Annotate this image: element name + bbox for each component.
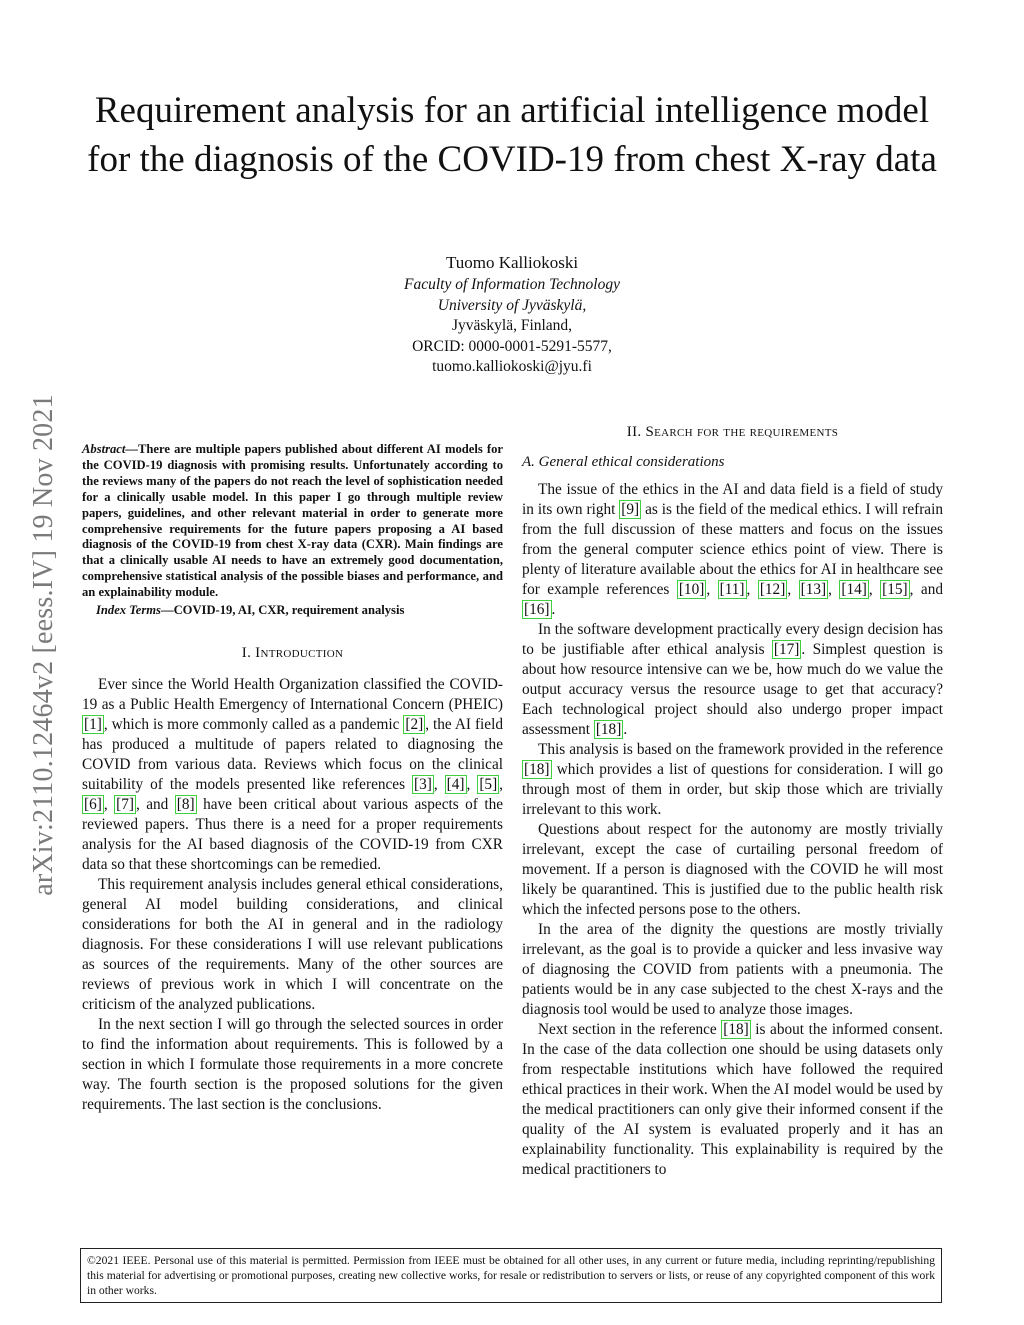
ethics-paragraph-5: In the area of the dignity the questions are mostly trivially irrelevant, as the goal is to provide a quicker and less invasive way of diagnosing the COVID from patients with a pneumonia. The patients would be in any case subjected to the chest X-rays and the diagnosis tool would be used to analyze those images. [522, 921, 943, 1018]
left-column [82, 442, 503, 1115]
citation-link[interactable]: [7] [116, 795, 134, 813]
citation-link[interactable]: [4] [446, 775, 465, 793]
citation-link[interactable]: [13] [800, 581, 827, 598]
ethics-paragraph-6: Next section in the reference [18] is about the informed consent. In the case of the data collection one should be using datasets only from respectable institutions which have followed the required ethical practices in their work. When the AI model would be used by the medical practitioners can only give their informed consent if the quality of the AI system is evaluated properly and it has an explainability functionality. This explainability is required by the medical practitioners to [522, 1021, 943, 1178]
citation-link[interactable]: [3] [414, 775, 432, 793]
citation-link[interactable]: [14] [841, 581, 867, 598]
index-terms-label: Index Terms [96, 603, 161, 618]
citation-link[interactable]: [8] [176, 795, 195, 813]
citation-link[interactable]: [2] [405, 715, 424, 733]
paper-title: Requirement analysis for an artificial intelligence model for the diagnosis of the COVID-19 from chest X-ray data [87, 90, 937, 180]
abstract [82, 442, 503, 601]
intro-paragraph-1: Ever since the World Health Organization classified the COVID-19 as a Public Health Emergency of International Concern (PHEIC) [1] , which is more commonly called as a pandemic [2] , the AI field has produced a multitude of papers related to diagnosing the COVID from various data. Reviews which focus on the clinical suitability of the models presented like references [3] , [4] , [5] , [6] , [7] , and [8] have been critical about various aspects of the reviewed papers. Thus there is a need for a proper requirements analysis for the AI based diagnosis of the COVID-19 from CXR data so that these shortcomings can be remedied. [82, 675, 504, 873]
ethics-paragraph-1: The issue of the ethics in the AI and data field is a field of study in its own right [9] as is the field of the medical ethics. I will refrain from the full discussion of these matters and focus on the issues from the general computer science ethics point of view. There is plenty of literature available about the ethics for AI in healthcare see for example references [10] , [11] , [12] , [13] , [14] , [15] , and [16] . [522, 481, 944, 618]
citation-link[interactable]: [18] [723, 1021, 749, 1038]
abstract-label: Abstract— [82, 442, 138, 456]
citation-link[interactable]: [12] [759, 581, 786, 598]
section-heading-introduction: I. Introduction [241, 644, 344, 661]
copyright-notice: ©2021 IEEE. Personal use of this material is permitted. Permission from IEEE must be obtained for all other uses, in any current or future media, including reprinting/republishing this material for advertising or promotional purposes, creating new collective works, for resale or redistribution to servers or lists, or reuse of any copyrighted component of this work in other works. [80, 1248, 942, 1303]
intro-paragraph-3: In the next section I will go through the selected sources in order to find the information about requirements. This is followed by a section in which I formulate those requirements in a more concrete way. The fourth section is the proposed solutions for the given requirements. The last section is the conclusions. [82, 1015, 503, 1113]
ethics-paragraph-3: This analysis is based on the framework provided in the reference [18] which provides a list of questions for consideration. I will go through most of them in order, but skip those which are trivially irrelevant to this work. [522, 741, 943, 818]
author-email[interactable]: tuomo.kalliokoski@jyu.fi [432, 358, 592, 375]
citation-link[interactable]: [5] [479, 775, 498, 793]
citation-link[interactable]: [11] [719, 581, 745, 598]
section-heading-search: II. Search for the requirements [626, 424, 839, 440]
index-terms [82, 603, 503, 619]
subsection-heading-ethics: A. General ethical considerations [522, 454, 725, 470]
arxiv-identifier: arXiv:2110.12464v2 [eess.IV] 19 Nov 2021 [28, 394, 59, 896]
citation-link[interactable]: [6] [84, 795, 102, 813]
right-column [522, 422, 943, 1180]
author-location: Jyväskylä, Finland, [451, 317, 573, 334]
author-faculty: Faculty of Information Technology [404, 276, 620, 293]
author-orcid: ORCID: 0000-0001-5291-5577, [412, 337, 612, 355]
ethics-paragraph-2: In the software development practically every design decision has to be justifiable after ethical analysis [17] . Simplest question is about how resource intensive can we be, how much do we value the output accuracy versus the resource usage to get that accuracy? Each technological project should also undergo proper impact assessment [18] . [522, 621, 943, 738]
intro-paragraph-2: This requirement analysis includes general ethical considerations, general AI model building considerations, and clinical considerations for both the AI in general and in the radiology diagnosis. For these considerations I will use relevant publications as sources of the requirements. Many of the other sources are reviews of previous work in which I will concentrate on the criticism of the analyzed publications. [82, 875, 503, 1013]
citation-link[interactable]: [18] [524, 761, 550, 778]
author-block [280, 252, 744, 378]
citation-link[interactable]: [17] [773, 641, 800, 658]
index-terms-text: —COVID-19, AI, CXR, requirement analysis [160, 603, 405, 618]
abstract-text: There are multiple papers published about different AI models for the COVID-19 diagnosis with promising results. Unfortunately according to the reviews many of the papers do not reach the level of sophistication needed for a clinically usable model. In this paper I go through multiple review papers, guidelines, and other relevant material in order to generate more comprehensive requirements for the future papers proposing a AI based diagnosis of the COVID-19 from chest X-ray data (CXR). Main findings are that a clinically usable AI needs to have an extremely good documentation, comprehensive statistical analysis of the possible biases and performance, and an explainability module. [82, 442, 503, 600]
citation-link[interactable]: [1] [84, 715, 102, 733]
ethics-paragraph-4: Questions about respect for the autonomy are mostly trivially irrelevant, except the case of curtailing personal freedom of movement. If a person is diagnosed with the COVID he will most likely be quarantined. This is justified due to the public health risk which the infected persons pose to the others. [522, 821, 943, 918]
citation-link[interactable]: [16] [524, 601, 550, 618]
citation-link[interactable]: [15] [882, 581, 908, 598]
citation-link[interactable]: [9] [621, 501, 640, 518]
citation-link[interactable]: [10] [678, 581, 705, 598]
author-name: Tuomo Kalliokoski [445, 253, 579, 272]
citation-link[interactable]: [18] [595, 721, 622, 738]
author-university: University of Jyväskylä, [437, 296, 587, 314]
